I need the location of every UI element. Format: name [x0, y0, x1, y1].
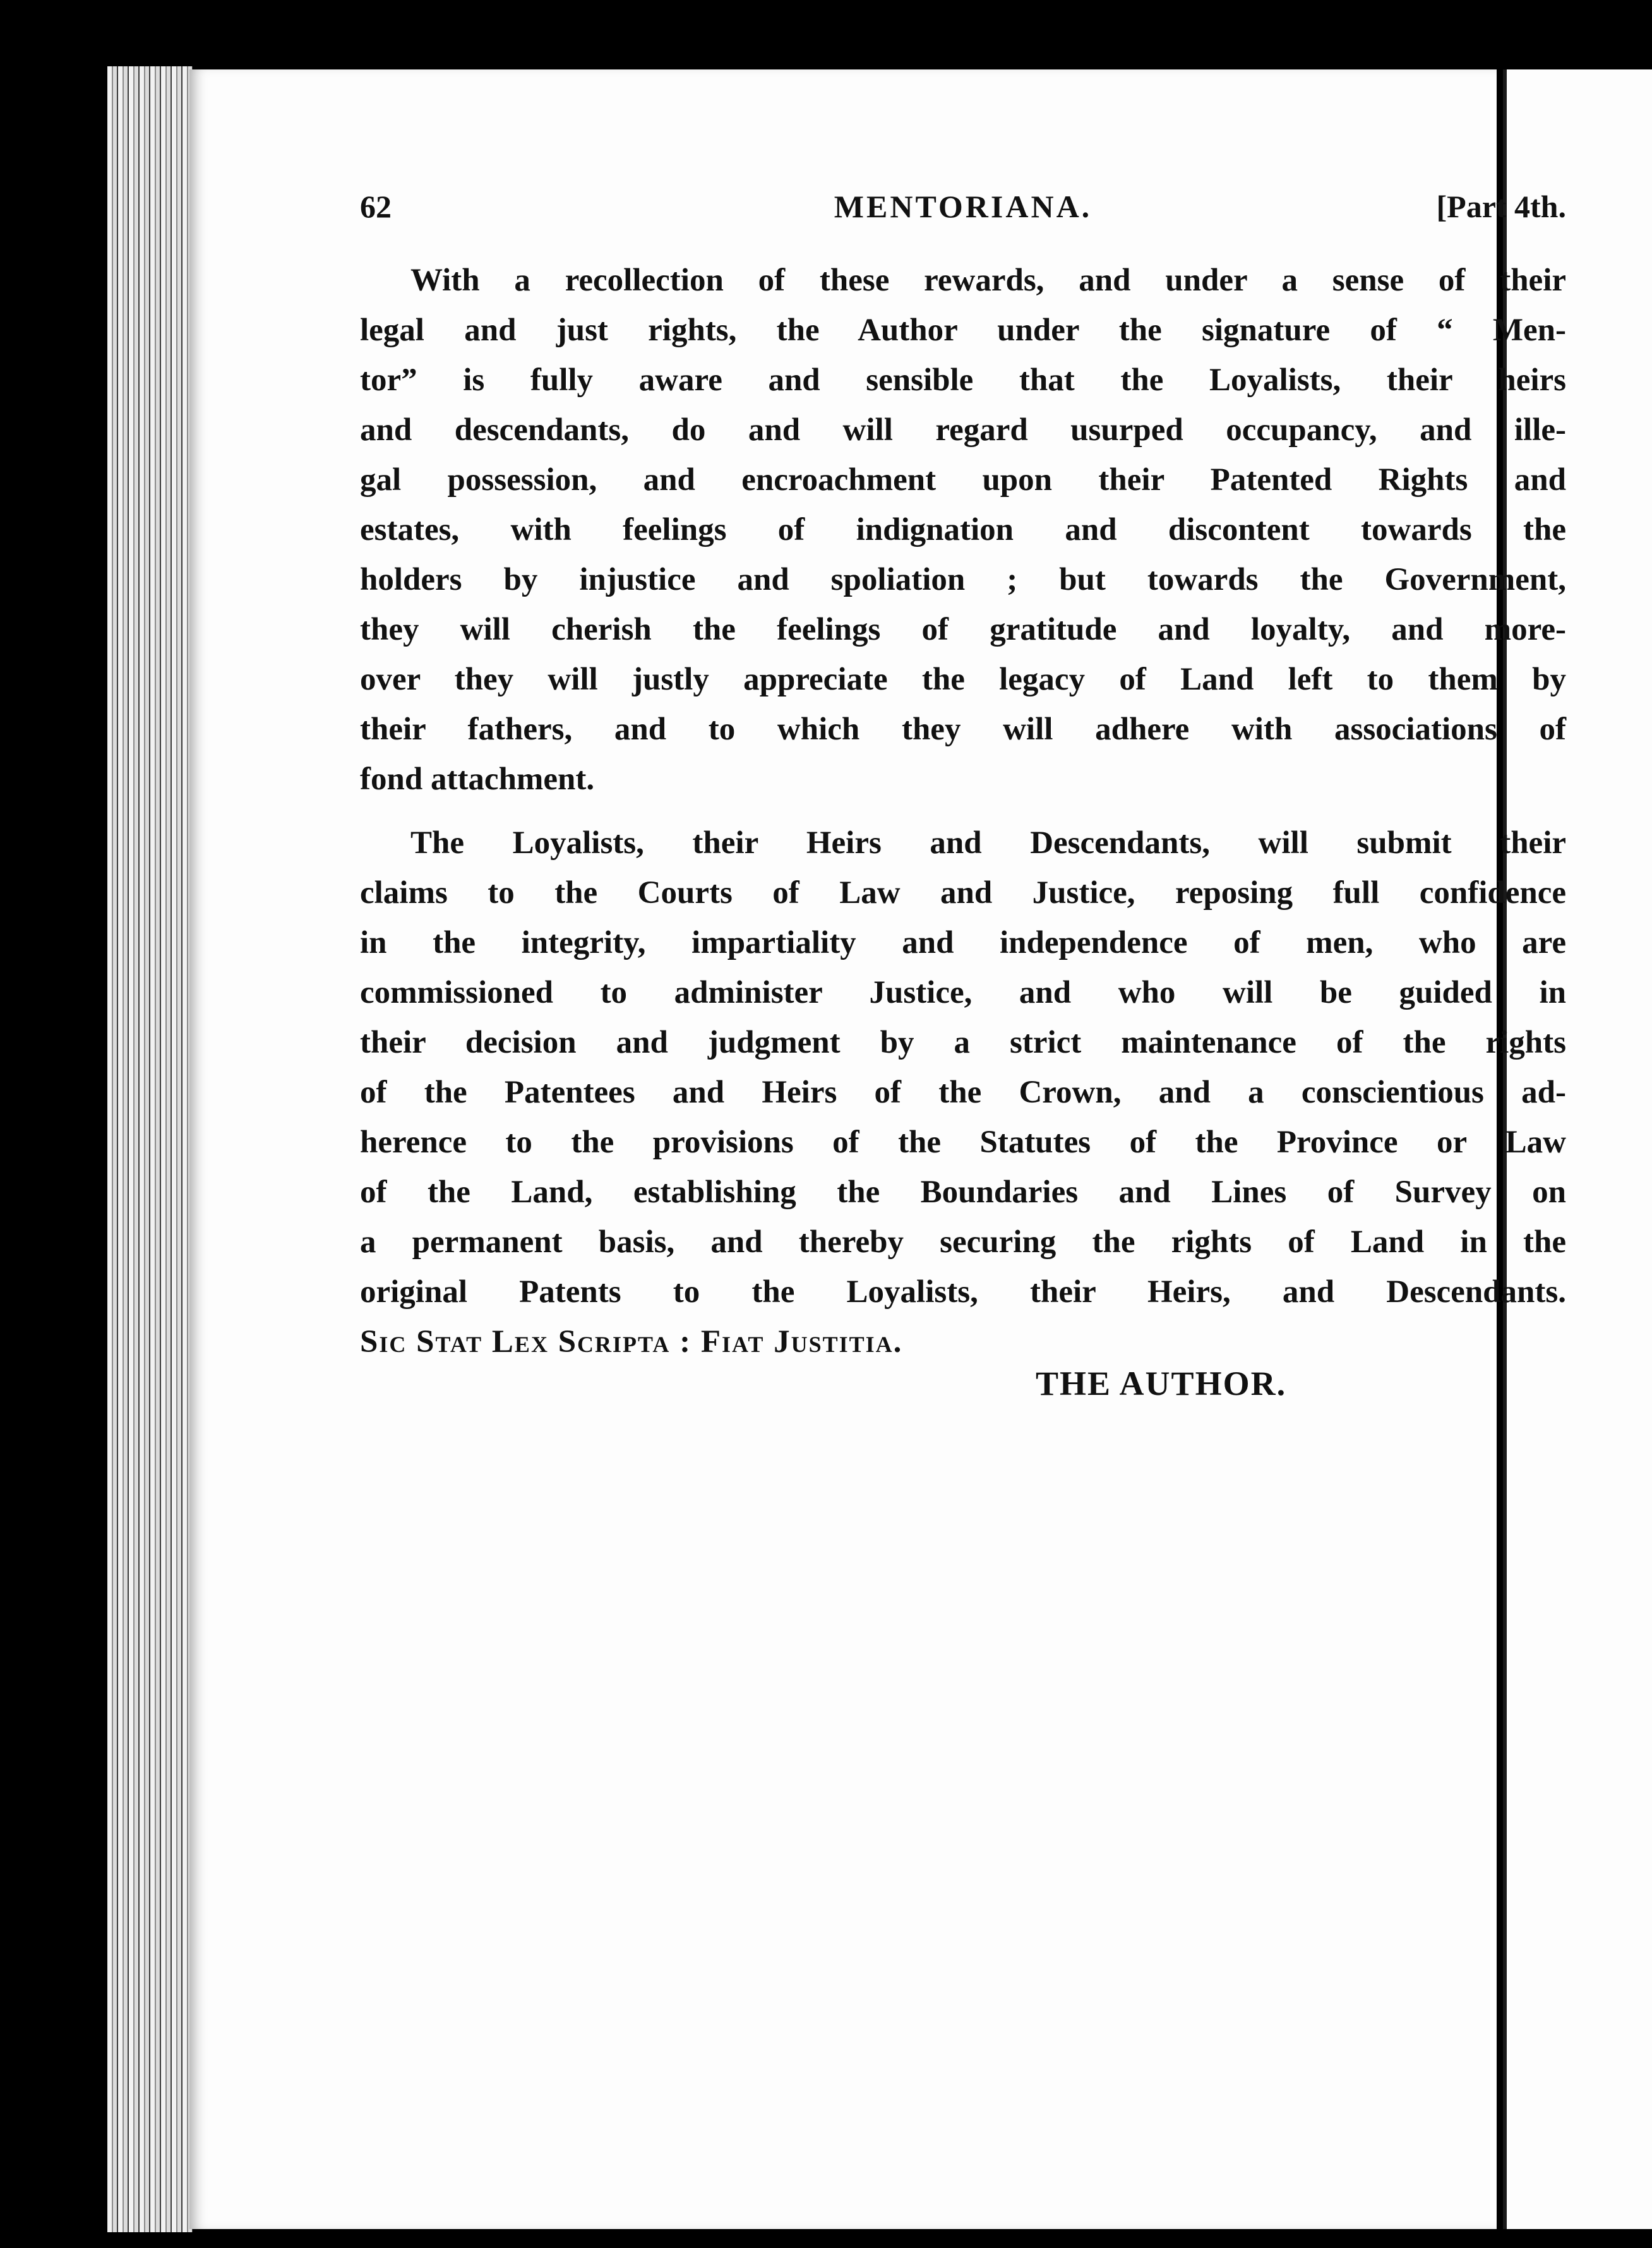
motto: Sic Stat Lex Scripta : Fiat Justitia. — [360, 1324, 903, 1360]
text-line: The Loyalists, their Heirs and Descendants, will submit their — [410, 825, 1566, 861]
text-line: they will cherish the feelings of gratitude and loyalty, and more- — [360, 612, 1566, 647]
paragraph-2 — [360, 818, 1566, 1367]
text-line: fond attachment. — [360, 762, 595, 797]
paragraph-1 — [360, 256, 1566, 804]
page-number: 62 — [360, 189, 392, 224]
text-line: legal and just rights, the Author under the signature of “ Men- — [360, 313, 1566, 348]
body-text — [360, 256, 1566, 1367]
running-title: MENTORIANA. — [834, 189, 1092, 224]
page-header — [360, 188, 1566, 245]
text-line: original Patents to the Loyalists, their Heirs, and Descendants. — [360, 1274, 1566, 1310]
text-line: of the Land, establishing the Boundaries and Lines of Survey on — [360, 1175, 1566, 1210]
text-line: in the integrity, impartiality and independence of men, who are — [360, 925, 1566, 960]
text-line: a permanent basis, and thereby securing the rights of Land in the — [360, 1224, 1566, 1260]
page-edge-stack — [107, 66, 193, 2232]
text-line: of the Patentees and Heirs of the Crown, and a conscientious ad- — [360, 1075, 1566, 1110]
text-line: commissioned to administer Justice, and who will be guided in — [360, 975, 1566, 1010]
text-line: their fathers, and to which they will adhere with associations of — [360, 712, 1566, 747]
author-signature: THE AUTHOR. — [1036, 1365, 1287, 1402]
text-line: estates, with feelings of indignation and discontent towards the — [360, 512, 1566, 547]
text-line: tor” is fully aware and sensible that the Loyalists, their heirs — [360, 362, 1566, 398]
text-line: and descendants, do and will regard usurped occupancy, and ille- — [360, 412, 1566, 448]
text-line: over they will justly appreciate the legacy of Land left to them by — [360, 662, 1566, 697]
part-label: [Part 4th. — [1436, 189, 1566, 224]
text-line: With a recollection of these rewards, and under a sense of their — [410, 263, 1566, 298]
text-line: herence to the provisions of the Statutes of the Province or Law — [360, 1125, 1566, 1160]
text-line: gal possession, and encroachment upon their Patented Rights and — [360, 462, 1566, 498]
text-line: their decision and judgment by a strict maintenance of the rights — [360, 1025, 1566, 1060]
text-line: holders by injustice and spoliation ; but towards the Government, — [360, 562, 1566, 597]
text-line: claims to the Courts of Law and Justice, reposing full confidence — [360, 875, 1566, 911]
